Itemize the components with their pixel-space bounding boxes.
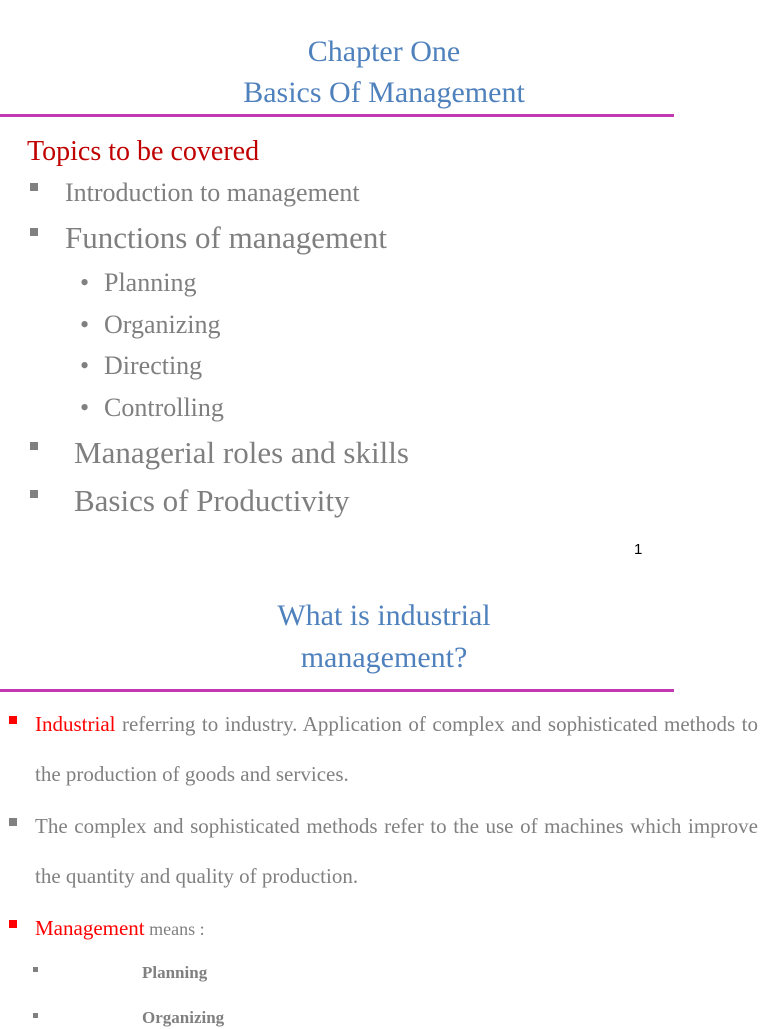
management-sub-item: Planning bbox=[142, 963, 208, 982]
industrial-definition bbox=[35, 699, 758, 799]
square-bullet-icon bbox=[9, 920, 17, 928]
management-term: Management bbox=[35, 916, 145, 940]
management-means: means : bbox=[144, 919, 205, 939]
function-item: Controlling bbox=[104, 393, 224, 422]
square-bullet-icon bbox=[9, 818, 17, 826]
management-sub-item: Organizing bbox=[142, 1008, 225, 1027]
slide1-title-line2: Basics Of Management bbox=[243, 76, 525, 109]
square-bullet-icon bbox=[30, 183, 38, 191]
function-item: Directing bbox=[104, 351, 203, 380]
round-bullet-icon: • bbox=[80, 351, 90, 380]
slide1-title-line1: Chapter One bbox=[307, 35, 461, 68]
square-bullet-icon bbox=[9, 716, 17, 724]
slide2-title-line2: management? bbox=[300, 641, 468, 674]
function-item: Organizing bbox=[104, 310, 221, 339]
topic-item: Basics of Productivity bbox=[74, 483, 350, 518]
slide1-divider bbox=[0, 114, 674, 117]
topic-item: Introduction to management bbox=[65, 178, 360, 207]
square-bullet-icon bbox=[33, 1013, 38, 1018]
square-bullet-icon bbox=[33, 967, 38, 972]
methods-description: The complex and sophisticated methods refer to the use of machines which improve the quantity and quality of production. bbox=[35, 814, 758, 888]
square-bullet-icon bbox=[30, 490, 38, 498]
industrial-term: Industrial bbox=[35, 712, 116, 736]
slide2-divider bbox=[0, 689, 674, 692]
topic-item: Managerial roles and skills bbox=[74, 435, 409, 470]
management-definition bbox=[35, 913, 205, 944]
round-bullet-icon: • bbox=[80, 393, 90, 422]
topic-item: Functions of management bbox=[65, 220, 387, 255]
industrial-description: referring to industry. Application of complex and sophisticated methods to the production of goods and services. bbox=[35, 712, 758, 786]
square-bullet-icon bbox=[30, 228, 38, 236]
topics-heading: Topics to be covered bbox=[27, 136, 260, 167]
round-bullet-icon: • bbox=[80, 310, 90, 339]
slide2-title-line1: What is industrial bbox=[277, 599, 491, 632]
function-item: Planning bbox=[104, 268, 197, 297]
page-number: 1 bbox=[634, 541, 643, 558]
square-bullet-icon bbox=[30, 442, 38, 450]
round-bullet-icon: • bbox=[80, 268, 90, 297]
